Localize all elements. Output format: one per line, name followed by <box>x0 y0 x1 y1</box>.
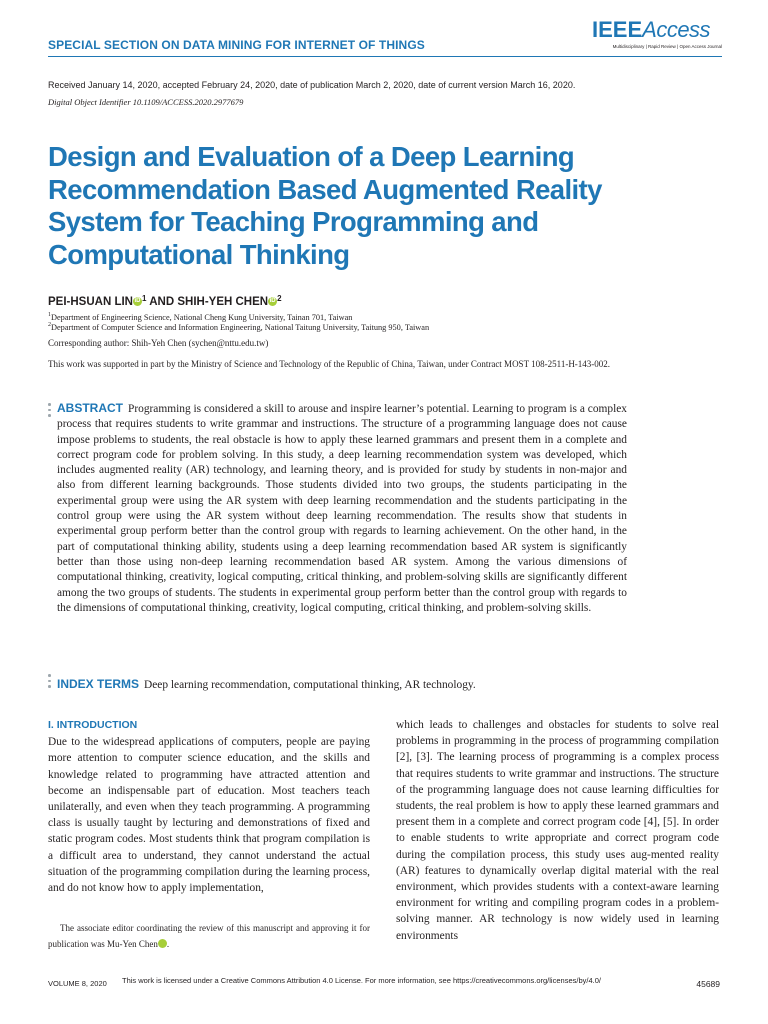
journal-name-light: Access <box>642 17 711 42</box>
volume-label: VOLUME 8, 2020 <box>48 979 107 988</box>
affiliation-text: Department of Engineering Science, National Cheng Kung University, Tainan 701, Taiwan <box>51 312 353 322</box>
abstract-label: ABSTRACT <box>57 401 123 415</box>
section-dots-icon <box>48 403 51 420</box>
body-paragraph: which leads to challenges and obstacles for students to solve real problems in programming in the process of programming compilation [2], [3]. The learning process of programming is a complex process that requires students to write grammar and instructions. The structure of the programming language does not cause learning difficulties for students, the real problem is how to apply these learned grammars and present them in a complete and correct program code [4], [5]. In order to enable students to write appropriate and correct program code during the compilation process, this study uses aug-mented reality (AR) features to dynamically overlap digital material with the real environment, which provides students with a context-aware learning environment for writing and compiling program codes in a problem-solving manner. AR technology is now widely used in learning environments <box>396 719 719 942</box>
journal-name <box>592 18 722 42</box>
author-list <box>48 294 282 308</box>
footnote-text: The associate editor coordinating the review of this manuscript and approving it for publication was Mu-Yen Chen <box>48 923 370 949</box>
journal-tagline: Multidisciplinary | Rapid Review | Open Access Journal <box>612 44 722 49</box>
author-name: SHIH-YEH CHEN <box>177 296 269 308</box>
affiliation <box>48 312 352 322</box>
index-terms <box>57 677 476 691</box>
affiliation-number: 2 <box>48 322 51 328</box>
body-paragraph: Due to the widespread applications of computers, people are paying more attention to computer science education, and the skills and knowledge related to programming have attracted attention and become an indispensable part of education. Most teachers teach unilaterally, and even when they teach programming. A programming class is usually taught by lecturing and demonstrations of fixed and static program codes. Most students think that program compilation is a difficult area to understand, they cannot understand the actual situation of the programming compilation during the learning process, and do not know how to apply implementation, <box>48 736 370 895</box>
title-line: Design and Evaluation of a Deep Learning <box>48 141 575 172</box>
orcid-icon[interactable]: iD <box>269 298 276 304</box>
affiliation-marker: 1 <box>141 294 147 303</box>
funding-note: This work was supported in part by the Ministry of Science and Technology of the Republic of China, Taiwan, under Contract MOST 108-2511-H-143-002. <box>48 359 611 369</box>
affiliation-marker: 2 <box>277 294 282 303</box>
orcid-icon[interactable]: iD <box>158 939 167 948</box>
affiliation-number: 1 <box>48 312 51 318</box>
index-terms-label: INDEX TERMS <box>57 677 140 691</box>
orcid-icon[interactable]: iD <box>134 298 141 304</box>
editor-footnote <box>48 920 370 952</box>
title-line: Computational Thinking <box>48 238 350 270</box>
section-dots-icon <box>48 674 51 691</box>
affiliation-text: Department of Computer Science and Information Engineering, National Taitung University, Taitung 950, Taiwan <box>51 322 430 332</box>
author-name: PEI-HSUAN LIN <box>48 296 133 308</box>
doi-line: Digital Object Identifier 10.1109/ACCESS.2020.2977679 <box>48 97 244 107</box>
footnote-end: . <box>166 939 170 949</box>
journal-logo <box>592 18 722 49</box>
body-column-left <box>48 717 370 896</box>
header-divider <box>48 56 722 57</box>
abstract-text: Programming is considered a skill to arouse and inspire learner’s potential. Learning to program is a complex process that requires students to write grammar and instructions. The structure of a programming language does not cause impose problems to students, the real obstacle is how to apply these learned grammars and present them in a complete and correct program code for problem solving. In this study, a deep learning recommendation system was developed, which includes augmented reality (AR) technology, and learning theory, and is provided for study by students in non-major and also from different learning backgrounds. Those students divided into two groups, the students participating in the experimental group were using the AR system with deep learning recommendation and the students participating in the control group were using the AR system without deep learning recommendation. The results show that students in experimental group perform better than the control group with regards to learning achievement. On the other hand, in the part of computational thinking ability, students using a deep learning recommendation based AR system is significantly better than those using non-deep learning recommendation based AR system. Among the various dimensions of computational thinking, creativity, logical computing, critical thinking, and problem-solving skills are significantly different among the two groups of students. The students in experimental group perform better than the control group with regards to the dimensions of computational thinking, creativity, logical computing, critical thinking, and problem-solving skills. <box>57 403 627 614</box>
license-note: This work is licensed under a Creative Commons Attribution 4.0 License. For more information, see https://creativecommons.org/licenses/by/4.0/ <box>122 976 601 985</box>
received-dates: Received January 14, 2020, accepted February 24, 2020, date of publication March 2, 2020, date of current version March 16, 2020. <box>48 80 576 90</box>
body-column-right <box>396 717 719 944</box>
title-line: System for Teaching Programming and <box>48 206 539 237</box>
title-line: Recommendation Based Augmented Reality <box>48 173 602 205</box>
page-number: 45689 <box>696 979 720 989</box>
special-section-label: SPECIAL SECTION ON DATA MINING FOR INTERNET OF THINGS <box>48 38 425 52</box>
section-heading: I. INTRODUCTION <box>48 719 138 731</box>
paper-title <box>48 141 608 271</box>
author-joiner: AND <box>149 296 175 308</box>
index-terms-text: Deep learning recommendation, computational thinking, AR technology. <box>144 679 476 691</box>
corresponding-author: Corresponding author: Shih-Yeh Chen (sychen@nttu.edu.tw) <box>48 338 269 348</box>
affiliation <box>48 322 429 332</box>
abstract <box>57 401 627 616</box>
journal-name-bold: IEEE <box>592 17 643 42</box>
